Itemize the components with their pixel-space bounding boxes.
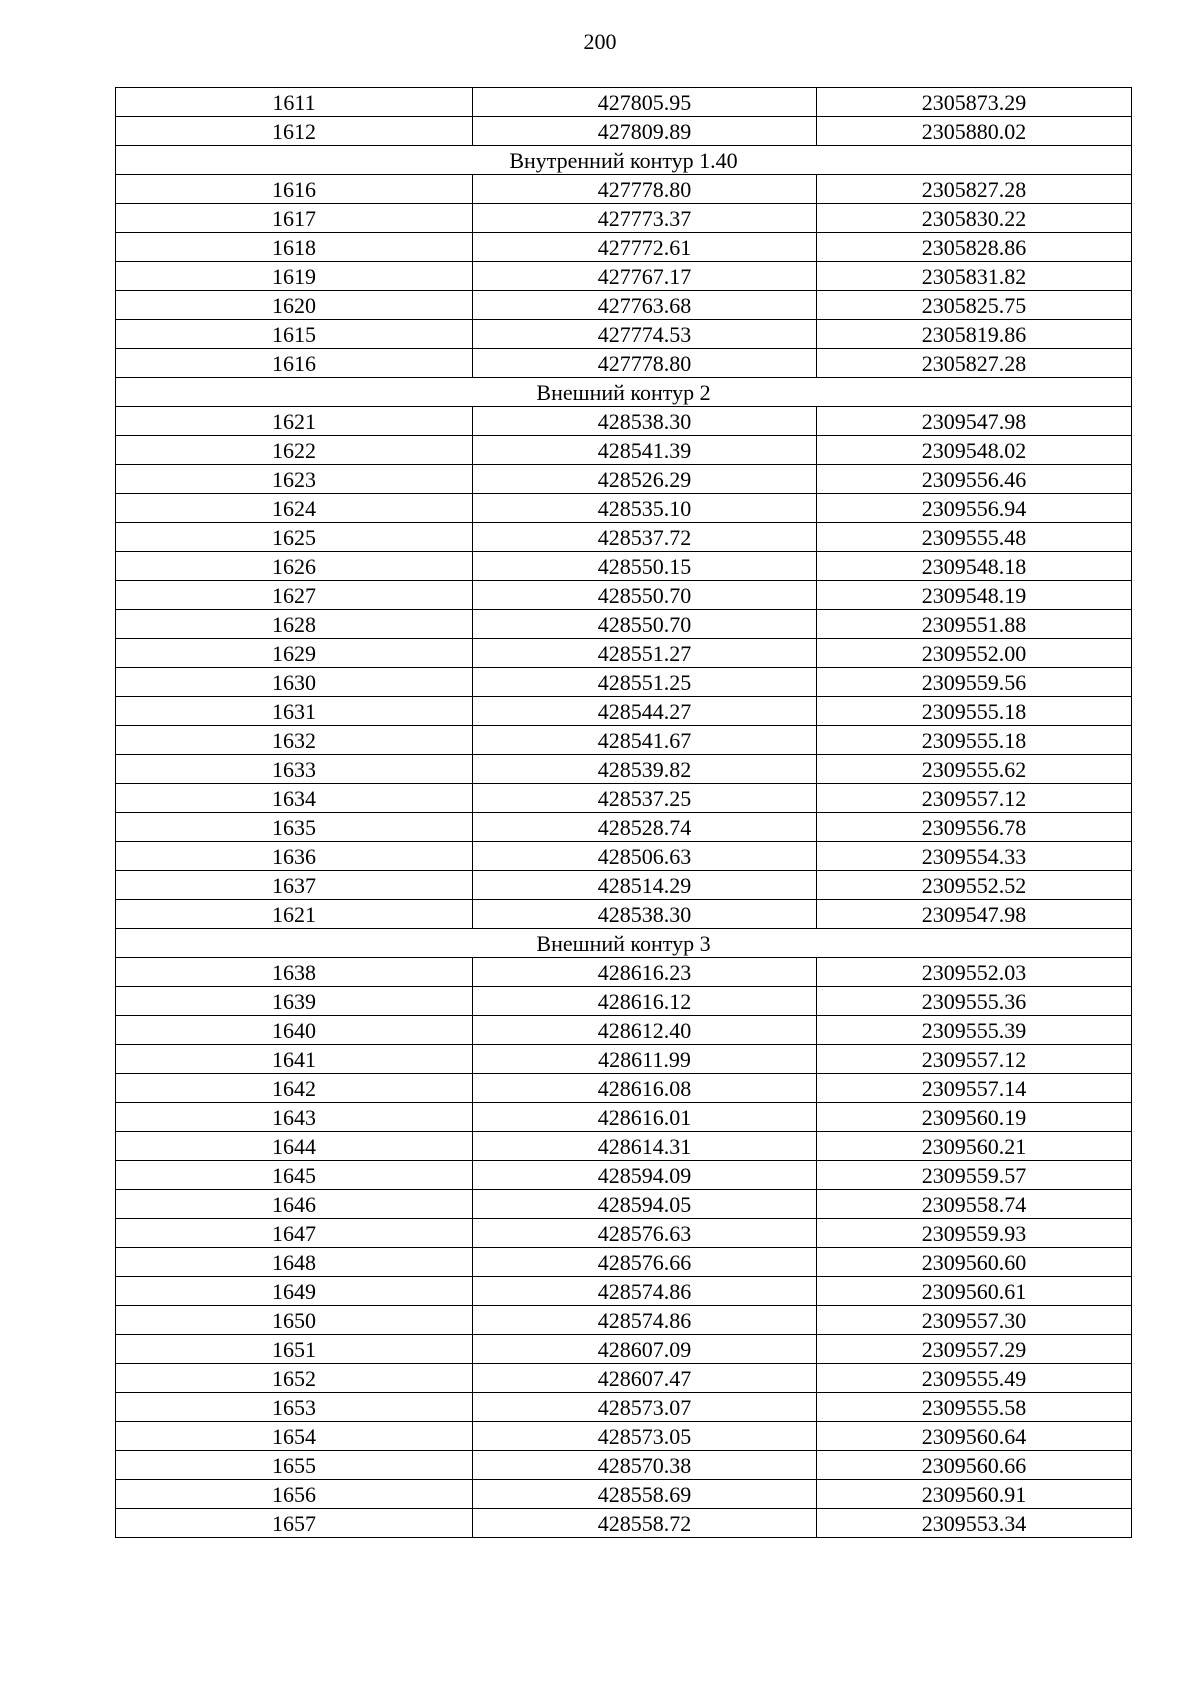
x-coordinate-cell: 428551.27 bbox=[473, 639, 817, 668]
x-coordinate-cell: 428544.27 bbox=[473, 697, 817, 726]
x-coordinate-cell: 428616.23 bbox=[473, 958, 817, 987]
table-row bbox=[116, 523, 1132, 552]
point-number-cell: 1623 bbox=[116, 465, 473, 494]
point-number-cell: 1636 bbox=[116, 842, 473, 871]
point-number-cell: 1644 bbox=[116, 1132, 473, 1161]
y-coordinate-cell: 2309560.61 bbox=[817, 1277, 1132, 1306]
y-coordinate-cell: 2309556.78 bbox=[817, 813, 1132, 842]
x-coordinate-cell: 428541.67 bbox=[473, 726, 817, 755]
point-number-cell: 1628 bbox=[116, 610, 473, 639]
y-coordinate-cell: 2309555.18 bbox=[817, 697, 1132, 726]
y-coordinate-cell: 2309557.30 bbox=[817, 1306, 1132, 1335]
point-number-cell: 1630 bbox=[116, 668, 473, 697]
point-number-cell: 1643 bbox=[116, 1103, 473, 1132]
table-row bbox=[116, 233, 1132, 262]
y-coordinate-cell: 2309557.12 bbox=[817, 784, 1132, 813]
x-coordinate-cell: 427772.61 bbox=[473, 233, 817, 262]
x-coordinate-cell: 428576.66 bbox=[473, 1248, 817, 1277]
table-row bbox=[116, 349, 1132, 378]
x-coordinate-cell: 428506.63 bbox=[473, 842, 817, 871]
point-number-cell: 1618 bbox=[116, 233, 473, 262]
y-coordinate-cell: 2309555.62 bbox=[817, 755, 1132, 784]
table-row bbox=[116, 610, 1132, 639]
x-coordinate-cell: 428611.99 bbox=[473, 1045, 817, 1074]
table-row bbox=[116, 1393, 1132, 1422]
y-coordinate-cell: 2305880.02 bbox=[817, 117, 1132, 146]
x-coordinate-cell: 428537.72 bbox=[473, 523, 817, 552]
x-coordinate-cell: 428541.39 bbox=[473, 436, 817, 465]
x-coordinate-cell: 428558.69 bbox=[473, 1480, 817, 1509]
table-row bbox=[116, 958, 1132, 987]
point-number-cell: 1656 bbox=[116, 1480, 473, 1509]
x-coordinate-cell: 428570.38 bbox=[473, 1451, 817, 1480]
table-row bbox=[116, 784, 1132, 813]
x-coordinate-cell: 427809.89 bbox=[473, 117, 817, 146]
point-number-cell: 1629 bbox=[116, 639, 473, 668]
point-number-cell: 1626 bbox=[116, 552, 473, 581]
x-coordinate-cell: 428607.47 bbox=[473, 1364, 817, 1393]
table-row bbox=[116, 1161, 1132, 1190]
y-coordinate-cell: 2309560.66 bbox=[817, 1451, 1132, 1480]
table-row bbox=[116, 204, 1132, 233]
x-coordinate-cell: 428535.10 bbox=[473, 494, 817, 523]
y-coordinate-cell: 2305830.22 bbox=[817, 204, 1132, 233]
x-coordinate-cell: 427778.80 bbox=[473, 349, 817, 378]
y-coordinate-cell: 2309553.34 bbox=[817, 1509, 1132, 1538]
point-number-cell: 1651 bbox=[116, 1335, 473, 1364]
x-coordinate-cell: 428574.86 bbox=[473, 1306, 817, 1335]
y-coordinate-cell: 2305831.82 bbox=[817, 262, 1132, 291]
point-number-cell: 1654 bbox=[116, 1422, 473, 1451]
table-row bbox=[116, 494, 1132, 523]
y-coordinate-cell: 2309548.02 bbox=[817, 436, 1132, 465]
y-coordinate-cell: 2309551.88 bbox=[817, 610, 1132, 639]
point-number-cell: 1657 bbox=[116, 1509, 473, 1538]
point-number-cell: 1649 bbox=[116, 1277, 473, 1306]
y-coordinate-cell: 2309560.64 bbox=[817, 1422, 1132, 1451]
point-number-cell: 1640 bbox=[116, 1016, 473, 1045]
point-number-cell: 1641 bbox=[116, 1045, 473, 1074]
table-row bbox=[116, 465, 1132, 494]
y-coordinate-cell: 2309555.48 bbox=[817, 523, 1132, 552]
section-header-label: Внешний контур 3 bbox=[116, 929, 1132, 958]
table-row bbox=[116, 175, 1132, 204]
section-header-row bbox=[116, 929, 1132, 958]
x-coordinate-cell: 428594.05 bbox=[473, 1190, 817, 1219]
table-row bbox=[116, 987, 1132, 1016]
y-coordinate-cell: 2309555.58 bbox=[817, 1393, 1132, 1422]
x-coordinate-cell: 427773.37 bbox=[473, 204, 817, 233]
point-number-cell: 1655 bbox=[116, 1451, 473, 1480]
table-row bbox=[116, 291, 1132, 320]
x-coordinate-cell: 427767.17 bbox=[473, 262, 817, 291]
table-row bbox=[116, 436, 1132, 465]
point-number-cell: 1652 bbox=[116, 1364, 473, 1393]
y-coordinate-cell: 2309560.60 bbox=[817, 1248, 1132, 1277]
section-header-label: Внешний контур 2 bbox=[116, 378, 1132, 407]
x-coordinate-cell: 428607.09 bbox=[473, 1335, 817, 1364]
x-coordinate-cell: 428573.05 bbox=[473, 1422, 817, 1451]
y-coordinate-cell: 2309557.29 bbox=[817, 1335, 1132, 1364]
y-coordinate-cell: 2309559.57 bbox=[817, 1161, 1132, 1190]
y-coordinate-cell: 2309552.52 bbox=[817, 871, 1132, 900]
table-row bbox=[116, 1364, 1132, 1393]
x-coordinate-cell: 428539.82 bbox=[473, 755, 817, 784]
x-coordinate-cell: 428616.12 bbox=[473, 987, 817, 1016]
y-coordinate-cell: 2309556.94 bbox=[817, 494, 1132, 523]
coordinates-table bbox=[115, 87, 1132, 1538]
x-coordinate-cell: 428550.70 bbox=[473, 610, 817, 639]
table-row bbox=[116, 668, 1132, 697]
point-number-cell: 1627 bbox=[116, 581, 473, 610]
y-coordinate-cell: 2309558.74 bbox=[817, 1190, 1132, 1219]
y-coordinate-cell: 2309557.12 bbox=[817, 1045, 1132, 1074]
point-number-cell: 1634 bbox=[116, 784, 473, 813]
x-coordinate-cell: 428537.25 bbox=[473, 784, 817, 813]
y-coordinate-cell: 2309559.56 bbox=[817, 668, 1132, 697]
table-row bbox=[116, 1132, 1132, 1161]
y-coordinate-cell: 2305828.86 bbox=[817, 233, 1132, 262]
table-row bbox=[116, 320, 1132, 349]
y-coordinate-cell: 2305825.75 bbox=[817, 291, 1132, 320]
point-number-cell: 1612 bbox=[116, 117, 473, 146]
table-row bbox=[116, 552, 1132, 581]
table-row bbox=[116, 639, 1132, 668]
table-row bbox=[116, 1074, 1132, 1103]
x-coordinate-cell: 428574.86 bbox=[473, 1277, 817, 1306]
y-coordinate-cell: 2309552.03 bbox=[817, 958, 1132, 987]
section-header-row bbox=[116, 378, 1132, 407]
point-number-cell: 1619 bbox=[116, 262, 473, 291]
point-number-cell: 1645 bbox=[116, 1161, 473, 1190]
y-coordinate-cell: 2309548.18 bbox=[817, 552, 1132, 581]
section-header-row bbox=[116, 146, 1132, 175]
point-number-cell: 1617 bbox=[116, 204, 473, 233]
point-number-cell: 1653 bbox=[116, 1393, 473, 1422]
table-row bbox=[116, 1306, 1132, 1335]
y-coordinate-cell: 2305819.86 bbox=[817, 320, 1132, 349]
table-row bbox=[116, 1190, 1132, 1219]
table-row bbox=[116, 1045, 1132, 1074]
point-number-cell: 1646 bbox=[116, 1190, 473, 1219]
table-row bbox=[116, 1335, 1132, 1364]
point-number-cell: 1625 bbox=[116, 523, 473, 552]
point-number-cell: 1615 bbox=[116, 320, 473, 349]
point-number-cell: 1638 bbox=[116, 958, 473, 987]
y-coordinate-cell: 2309555.36 bbox=[817, 987, 1132, 1016]
table-row bbox=[116, 1103, 1132, 1132]
x-coordinate-cell: 428616.08 bbox=[473, 1074, 817, 1103]
x-coordinate-cell: 427774.53 bbox=[473, 320, 817, 349]
x-coordinate-cell: 428538.30 bbox=[473, 900, 817, 929]
point-number-cell: 1633 bbox=[116, 755, 473, 784]
point-number-cell: 1631 bbox=[116, 697, 473, 726]
y-coordinate-cell: 2309556.46 bbox=[817, 465, 1132, 494]
point-number-cell: 1637 bbox=[116, 871, 473, 900]
x-coordinate-cell: 428550.15 bbox=[473, 552, 817, 581]
y-coordinate-cell: 2305827.28 bbox=[817, 349, 1132, 378]
table-row bbox=[116, 581, 1132, 610]
y-coordinate-cell: 2309557.14 bbox=[817, 1074, 1132, 1103]
y-coordinate-cell: 2309560.21 bbox=[817, 1132, 1132, 1161]
table-row bbox=[116, 813, 1132, 842]
point-number-cell: 1650 bbox=[116, 1306, 473, 1335]
table-row bbox=[116, 117, 1132, 146]
point-number-cell: 1635 bbox=[116, 813, 473, 842]
x-coordinate-cell: 428573.07 bbox=[473, 1393, 817, 1422]
point-number-cell: 1616 bbox=[116, 175, 473, 204]
coordinates-table-body bbox=[116, 88, 1132, 1538]
y-coordinate-cell: 2309559.93 bbox=[817, 1219, 1132, 1248]
section-header-label: Внутренний контур 1.40 bbox=[116, 146, 1132, 175]
x-coordinate-cell: 428551.25 bbox=[473, 668, 817, 697]
table-row bbox=[116, 900, 1132, 929]
table-row bbox=[116, 871, 1132, 900]
x-coordinate-cell: 427778.80 bbox=[473, 175, 817, 204]
table-row bbox=[116, 1422, 1132, 1451]
point-number-cell: 1632 bbox=[116, 726, 473, 755]
table-row bbox=[116, 1016, 1132, 1045]
table-row bbox=[116, 842, 1132, 871]
table-row bbox=[116, 262, 1132, 291]
y-coordinate-cell: 2305827.28 bbox=[817, 175, 1132, 204]
x-coordinate-cell: 428576.63 bbox=[473, 1219, 817, 1248]
x-coordinate-cell: 428558.72 bbox=[473, 1509, 817, 1538]
y-coordinate-cell: 2309548.19 bbox=[817, 581, 1132, 610]
y-coordinate-cell: 2309555.49 bbox=[817, 1364, 1132, 1393]
point-number-cell: 1616 bbox=[116, 349, 473, 378]
table-row bbox=[116, 1480, 1132, 1509]
point-number-cell: 1624 bbox=[116, 494, 473, 523]
x-coordinate-cell: 428594.09 bbox=[473, 1161, 817, 1190]
x-coordinate-cell: 428538.30 bbox=[473, 407, 817, 436]
point-number-cell: 1621 bbox=[116, 407, 473, 436]
x-coordinate-cell: 427805.95 bbox=[473, 88, 817, 117]
y-coordinate-cell: 2309547.98 bbox=[817, 900, 1132, 929]
point-number-cell: 1620 bbox=[116, 291, 473, 320]
table-row bbox=[116, 1451, 1132, 1480]
y-coordinate-cell: 2309552.00 bbox=[817, 639, 1132, 668]
table-row bbox=[116, 1277, 1132, 1306]
y-coordinate-cell: 2305873.29 bbox=[817, 88, 1132, 117]
point-number-cell: 1611 bbox=[116, 88, 473, 117]
x-coordinate-cell: 428514.29 bbox=[473, 871, 817, 900]
x-coordinate-cell: 427763.68 bbox=[473, 291, 817, 320]
y-coordinate-cell: 2309560.19 bbox=[817, 1103, 1132, 1132]
y-coordinate-cell: 2309547.98 bbox=[817, 407, 1132, 436]
x-coordinate-cell: 428550.70 bbox=[473, 581, 817, 610]
table-row bbox=[116, 1219, 1132, 1248]
point-number-cell: 1621 bbox=[116, 900, 473, 929]
point-number-cell: 1642 bbox=[116, 1074, 473, 1103]
y-coordinate-cell: 2309555.39 bbox=[817, 1016, 1132, 1045]
x-coordinate-cell: 428526.29 bbox=[473, 465, 817, 494]
y-coordinate-cell: 2309555.18 bbox=[817, 726, 1132, 755]
point-number-cell: 1639 bbox=[116, 987, 473, 1016]
table-row bbox=[116, 755, 1132, 784]
point-number-cell: 1648 bbox=[116, 1248, 473, 1277]
point-number-cell: 1647 bbox=[116, 1219, 473, 1248]
table-row bbox=[116, 697, 1132, 726]
x-coordinate-cell: 428614.31 bbox=[473, 1132, 817, 1161]
page-number: 200 bbox=[583, 29, 617, 54]
table-row bbox=[116, 88, 1132, 117]
x-coordinate-cell: 428612.40 bbox=[473, 1016, 817, 1045]
x-coordinate-cell: 428528.74 bbox=[473, 813, 817, 842]
table-row bbox=[116, 726, 1132, 755]
table-row bbox=[116, 1248, 1132, 1277]
point-number-cell: 1622 bbox=[116, 436, 473, 465]
table-row bbox=[116, 407, 1132, 436]
y-coordinate-cell: 2309560.91 bbox=[817, 1480, 1132, 1509]
y-coordinate-cell: 2309554.33 bbox=[817, 842, 1132, 871]
x-coordinate-cell: 428616.01 bbox=[473, 1103, 817, 1132]
table-row bbox=[116, 1509, 1132, 1538]
